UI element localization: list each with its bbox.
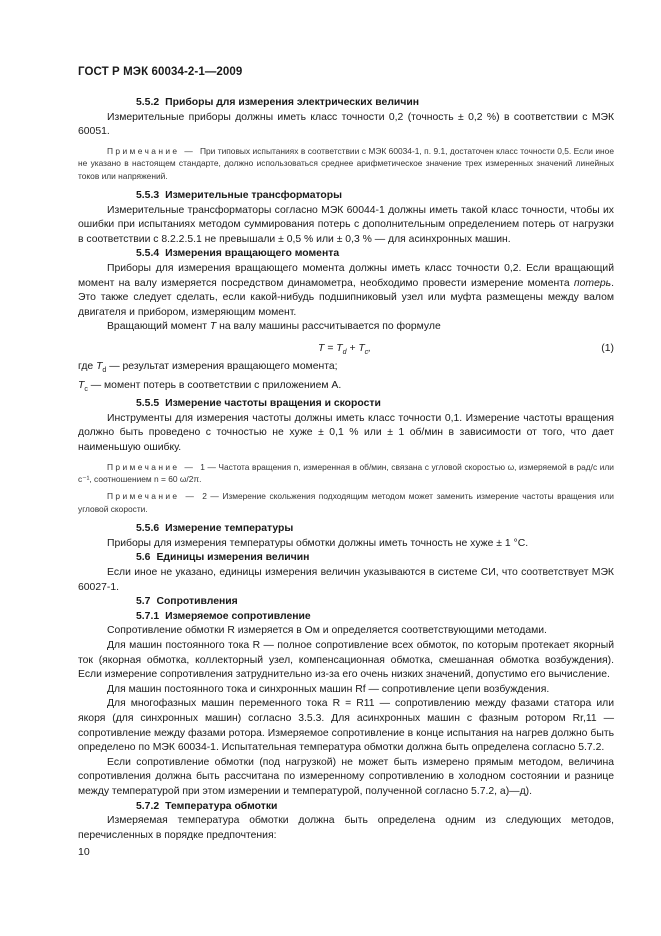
paragraph: Вращающий момент T на валу машины рассчитывается по формуле (107, 321, 441, 333)
paragraph: Для машин постоянного тока и синхронных машин Rf — сопротивление цепи возбуждения. (107, 683, 550, 695)
section-heading: 5.5.6 Измерение температуры (136, 523, 294, 535)
paragraph: Для машин постоянного тока R — полное сопротивление всех обмоток, по которым протекает якорный ток (якорная обмотка, коллекторный узел, компенсационная обмотка, смешанная обмотка возбуждения). Если измерение сопротивления затруднительно из-за его очень низких значений, допустимо его вычисление. (78, 640, 614, 681)
section-heading: 5.5.4 Измерения вращающего момента (136, 248, 340, 260)
section-heading: 5.7.1 Измеряемое сопротивление (136, 610, 311, 622)
where-line: $T_c$ — момент потерь в соответствии с приложением А. (78, 379, 342, 393)
note: Примечание — 1 — Частота вращения n, измеренная в об/мин, связана с угловой скоростью ω, измеряемой в рад/с или с⁻¹, соотношением n = 60 ω/2π. (78, 461, 614, 485)
section-heading: 5.7 Сопротивления (136, 596, 238, 608)
section-heading: 5.5.3 Измерительные трансформаторы (136, 190, 342, 201)
section-heading: 5.5.5 Измерение частоты вращения и скорости (136, 398, 381, 410)
section-heading: 5.7.2 Температура обмотки (136, 800, 278, 812)
note: Примечание — При типовых испытаниях в соответствии с МЭК 60034-1, п. 9.1, достаточен класс точности 0,5. Если иное не указано в настоящем стандарте, должно использоваться среднее арифметическое значение трех измеренных значений линейных токов или напряжений. (78, 145, 614, 181)
page-number: 10 (78, 846, 90, 858)
paragraph: Для многофазных машин переменного тока R = R11 — сопротивлению между фазами статора или якоря (для синхронных машин) согласно 3.5.3. Для асинхронных машин с фазным ротором Rr,11 — сопротивление между фазами ротора. Измеряемое сопротивление в конце испытания на нагрев должно быть определено по МЭК 60034-1. Испытательная температура обмотки должна быть определена согласно 5.7.2. (78, 698, 614, 754)
paragraph: Приборы для измерения вращающего момента должны иметь класс точности 0,2. Если вращающий момент на валу измеряется посредством динамометра, необходимо провести измерение момента потерь. Это также следует сделать, если какой-нибудь подшипниковый узел или муфта размещены между валом двигателя и прибором, измеряющим момент. (78, 262, 614, 318)
paragraph: Измерительные приборы должны иметь класс точности 0,2 (точность ± 0,2 %) в соответствии с МЭК 60051. (78, 111, 614, 138)
note: Примечание — 2 — Измерение скольжения подходящим методом может заменить измерение частоты вращения или угловой скорости. (78, 491, 614, 514)
where-line: где $T_d$ — результат измерения вращающего момента; (78, 360, 338, 375)
paragraph: Если иное не указано, единицы измерения величин указываются в системе СИ, что соответствует МЭК 60027-1. (78, 567, 614, 593)
paragraph: Инструменты для измерения частоты должны иметь класс точности 0,1. Измерение частоты вращения должно быть проведено с точностью не хуже ± 0,1 % или ± 1 об/мин в зависимости от того, что дает наименьшую ошибку. (78, 412, 614, 454)
document-header: ГОСТ Р МЭК 60034-2-1—2009 (78, 66, 243, 78)
document-body (78, 96, 614, 843)
section-heading: 5.5.2 Приборы для измерения электрических величин (136, 97, 420, 108)
formula: $T = T_d + T_c$, (1) (318, 342, 614, 357)
paragraph: Измеряемая температура обмотки должна быть определена одним из следующих методов, перечисленных в порядке предпочтения: (78, 815, 614, 841)
paragraph: Измерительные трансформаторы согласно МЭК 60044-1 должны иметь такой класс точности, чтобы их ошибки при испытаниях методом суммирования потерь с дополнительным определением потерь от нагрузки в соответствии с 8.2.2.5.1 не превышали ± 0,5 % или ± 0,3 % — для асинхронных машин. (78, 204, 614, 245)
formula-number: (1) (601, 342, 614, 354)
paragraph: Сопротивление обмотки R измеряется в Ом и определяется соответствующими методами. (107, 625, 547, 637)
section-heading: 5.6 Единицы измерения величин (136, 552, 310, 564)
paragraph: Если сопротивление обмотки (под нагрузкой) не может быть измерено прямым методом, величина сопротивления должна быть рассчитана по измеренному сопротивлению в холодном состоянии и разнице между температурой при этом измерении и температурой, полученной согласно 5.7.2, а)—д). (78, 756, 614, 797)
paragraph: Приборы для измерения температуры обмотки должны иметь точность не хуже ± 1 °С. (107, 537, 529, 549)
